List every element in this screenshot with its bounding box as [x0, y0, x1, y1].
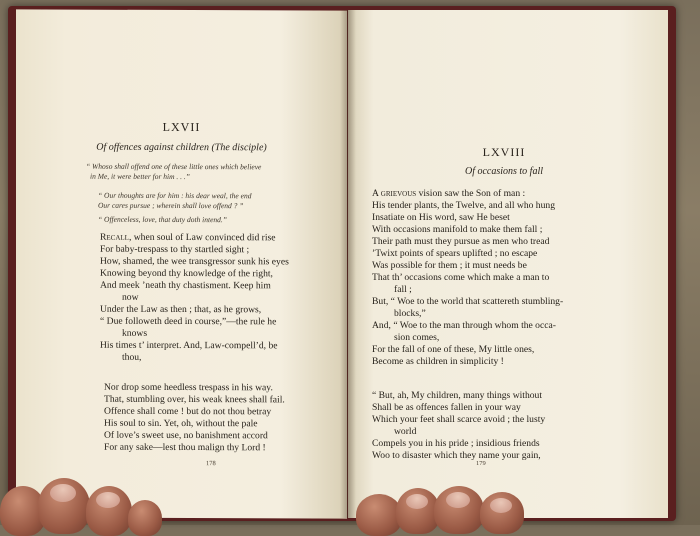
fingernail: [490, 498, 512, 513]
line-text: vision saw the Son of man :: [416, 188, 526, 199]
left-title-text: Of offences against children: [96, 141, 209, 154]
poem-line: [372, 212, 563, 224]
line-text: blocks,”: [394, 308, 426, 319]
line-text: And, “ Woe to the man through whom the occa-: [372, 320, 556, 331]
line-text: With occasions manifold to make them fall ;: [372, 224, 543, 235]
left-title-paren: (The disciple): [211, 142, 267, 154]
finger-right-3: [434, 486, 484, 534]
epigraph-1: “ Whoso shall offend one of these little ones which believe: [86, 161, 262, 172]
line-text: How, shamed, the wee transgressor sunk his eyes: [100, 255, 289, 268]
poem-line: [100, 280, 289, 293]
left-page-heading: LXVII: [162, 119, 201, 135]
line-text: Shall be as offences fallen in your way: [372, 402, 521, 413]
line-text: And meek ’neath thy chastisment. Keep him: [100, 279, 271, 292]
right-page-number: 179: [476, 460, 486, 467]
line-text: Compels you in his pride ; insidious friends: [372, 438, 540, 449]
line-text: thou,: [122, 351, 142, 363]
book-gutter: [340, 10, 356, 518]
drop-lead: A grievous: [372, 188, 417, 199]
left-page-title: [16, 141, 347, 153]
left-page: [16, 9, 347, 518]
poem-line: [100, 292, 289, 305]
drop-lead: Recall,: [100, 231, 132, 243]
line-text: His times t’ interpret. And, Law-compell’d, be: [100, 339, 278, 352]
poem-line: Offence shall come ! but do not thou betray: [104, 405, 272, 418]
line-text: That th’ occasions come which make a man to: [372, 272, 550, 283]
poem-line: [372, 236, 563, 248]
left-stanza-2: [104, 382, 285, 455]
fingernail: [96, 492, 120, 508]
finger-left-4: [128, 500, 162, 536]
poem-line: [372, 296, 563, 308]
poem-line: That, stumbling over, his weak knees shall fail.: [104, 393, 285, 406]
poem-line: [372, 272, 563, 284]
poem-line: [100, 304, 289, 317]
poem-line: [100, 256, 289, 269]
line-text: “ But, ah, My children, many things without: [372, 390, 543, 401]
line-text: when soul of Law convinced did rise: [131, 231, 276, 244]
epigraph-2: in Me, it were better for him . . .”: [90, 171, 190, 182]
epigraph-3: “ Our thoughts are for him : his dear weal, the end: [98, 190, 252, 201]
poem-line: [100, 268, 289, 281]
fingernail: [50, 484, 76, 502]
poem-line: [100, 328, 289, 341]
finger-left-2: [38, 478, 90, 534]
poem-line: [372, 248, 563, 260]
line-text: Insatiate on His word, saw He beset: [372, 212, 510, 223]
poem-line: [100, 316, 289, 329]
line-text: Was possible for them ; it must needs be: [372, 260, 527, 271]
line-text: Their path must they pursue as men who tread: [372, 236, 550, 247]
right-page: [348, 10, 668, 518]
line-text: sion comes,: [394, 332, 440, 343]
line-text: His tender plants, the Twelve, and all who hung: [372, 200, 555, 211]
right-page-heading: LXVIII: [482, 145, 526, 159]
poem-line: [372, 284, 563, 296]
poem-line: [100, 244, 289, 257]
poem-line: [372, 224, 563, 236]
finger-left-3: [86, 486, 132, 536]
epigraph-5: “ Offenceless, love, that duty doth intend.”: [98, 214, 227, 225]
poem-line: His soul to sin. Yet, oh, without the pale: [104, 417, 258, 430]
poem-line: [372, 260, 563, 272]
right-page-title: Of occasions to fall: [464, 166, 544, 177]
poem-line: [372, 332, 563, 344]
poem-line: [372, 438, 545, 450]
line-text: knows: [122, 327, 148, 339]
poem-line: [372, 320, 563, 332]
line-text: Become as children in simplicity !: [372, 356, 504, 367]
poem-line: [372, 402, 545, 414]
line-text: Under the Law as then ; that, as he grows,: [100, 303, 262, 316]
line-text: now: [122, 291, 139, 303]
poem-line: [372, 308, 563, 320]
poem-line: [372, 188, 563, 200]
line-text: But, “ Woe to the world that scattereth stumbling-: [372, 296, 564, 307]
line-text: Which your feet shall scarce avoid ; the lusty: [372, 414, 546, 425]
poem-line: [372, 450, 545, 462]
poem-line: [372, 356, 563, 368]
epigraph-4: Our cares pursue ; wherein shall love offend ? ”: [98, 200, 244, 211]
poem-line: [100, 232, 289, 245]
poem-line: [100, 340, 289, 353]
line-text: “ Due followeth deed in course,”—the rule he: [100, 315, 277, 328]
poem-line: [372, 390, 545, 402]
right-stanza-2: [372, 390, 545, 462]
line-text: Knowing beyond thy knowledge of the right,: [100, 267, 273, 280]
poem-line: Of love’s sweet use, no banishment accord: [104, 429, 268, 442]
poem-line: For any sake—lest thou malign thy Lord !: [104, 441, 266, 454]
right-stanza-1: [372, 188, 563, 368]
line-text: fall ;: [394, 284, 412, 295]
line-text: For baby-trespass to thy startled sight ;: [100, 243, 250, 256]
poem-line: [100, 352, 289, 365]
fingernail: [446, 492, 470, 508]
line-text: world: [394, 426, 417, 437]
poem-line: Nor drop some heedless trespass in his way.: [104, 381, 273, 394]
left-stanza-1: [100, 232, 289, 365]
fingernail: [406, 494, 428, 509]
finger-right-4: [480, 492, 524, 534]
line-text: Woo to disaster which they name your gain,: [372, 450, 541, 461]
left-page-number: 178: [206, 460, 216, 468]
poem-line: [372, 414, 545, 426]
poem-line: [372, 200, 563, 212]
poem-line: [372, 344, 563, 356]
poem-line: [372, 426, 545, 438]
line-text: ’Twixt points of spears uplifted ; no escape: [372, 248, 538, 259]
line-text: For the fall of one of these, My little ones,: [372, 344, 535, 355]
